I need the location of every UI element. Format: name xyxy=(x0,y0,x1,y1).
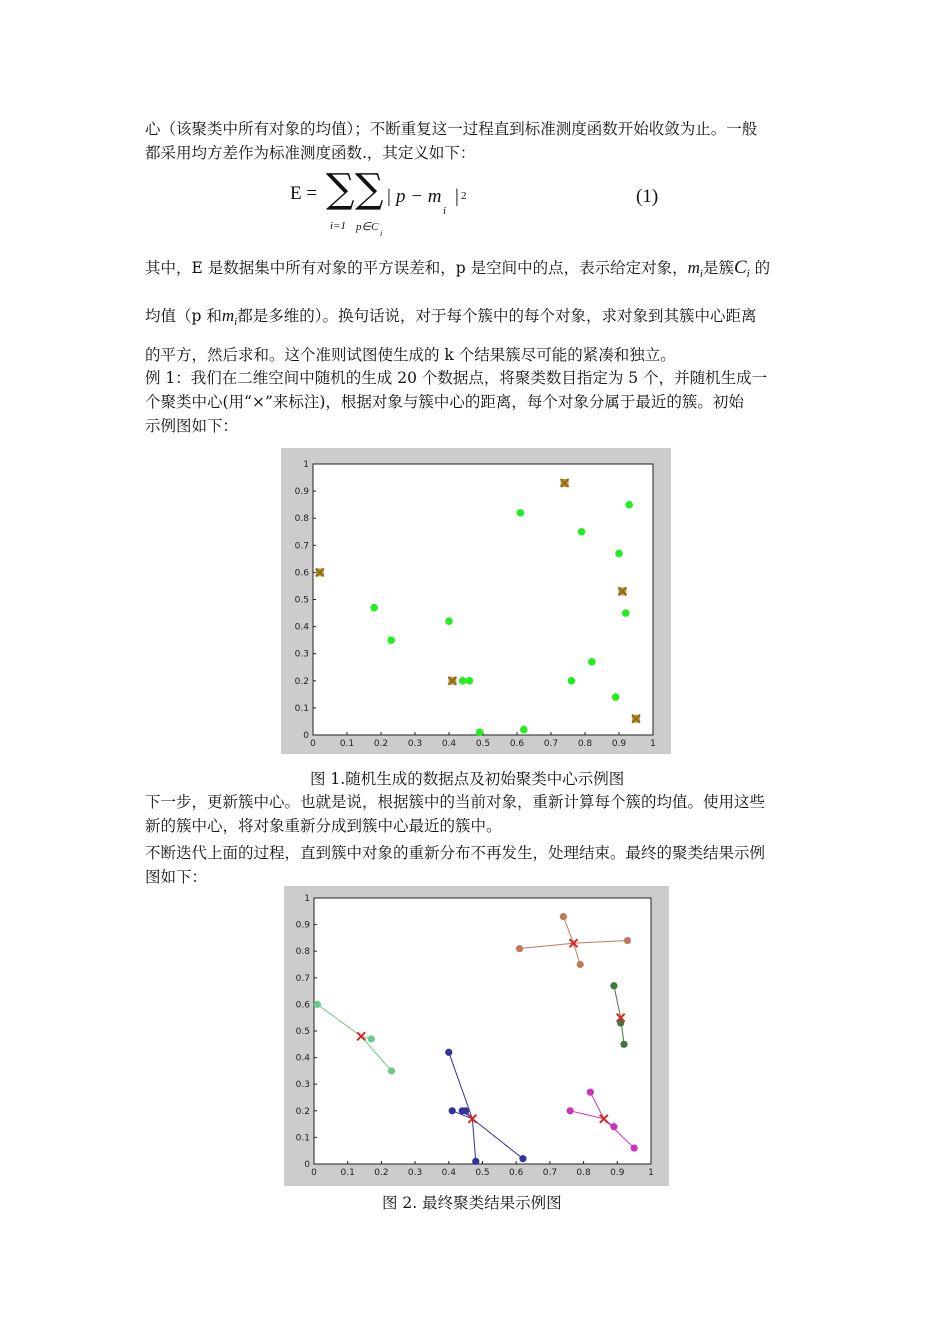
y-tick-label: 0.2 xyxy=(294,676,309,687)
text-line-4 xyxy=(145,304,810,334)
text-line-11: 不断迭代上面的过程，直到簇中对象的重新分布不再发生，处理结束。最终的聚类结果示例 xyxy=(145,844,766,862)
caption-2: 图 2. 最终聚类结果示例图 xyxy=(382,1194,562,1212)
cluster-point xyxy=(445,1049,452,1056)
data-point xyxy=(387,636,395,644)
x-tick-label: 0.1 xyxy=(339,739,355,749)
cluster-point xyxy=(516,945,523,952)
y-tick-label: 0.5 xyxy=(294,595,309,606)
line3-part-a: 其中，E 是数据集中所有对象的平方误差和，p 是空间中的点，表示给定对象， xyxy=(145,259,688,277)
scatter-chart-2 xyxy=(284,886,669,1186)
x-tick-label: 0 xyxy=(311,1168,317,1178)
line3-part-c: 的 xyxy=(749,259,771,277)
y-tick-label: 1 xyxy=(304,894,310,904)
cluster-point xyxy=(567,1107,574,1114)
y-tick-label: 0.5 xyxy=(295,1027,310,1037)
cluster-point xyxy=(314,1001,321,1008)
text-line-6: 例 1：我们在二维空间中随机的生成 20 个数据点，将聚类数目指定为 5 个，并随机生成一 xyxy=(145,369,768,387)
y-tick-label: 1 xyxy=(303,460,309,470)
caption-1: 图 1.随机生成的数据点及初始聚类中心示例图 xyxy=(310,770,625,788)
y-tick-label: 0 xyxy=(303,731,309,741)
math-sub-i: i xyxy=(699,268,703,281)
x-tick-label: 0.8 xyxy=(576,1168,591,1178)
formula-under-2-sub: i xyxy=(380,229,383,238)
text-line-7: 个聚类中心(用“×”来标注)，根据对象与簇中心的距离，每个对象分属于最近的簇。初始 xyxy=(145,393,744,411)
x-tick-label: 0.7 xyxy=(543,739,559,749)
plot-area xyxy=(313,464,653,735)
cluster-point xyxy=(620,1041,627,1048)
cluster-point xyxy=(462,1107,469,1114)
plot-area xyxy=(314,898,651,1164)
cluster-point xyxy=(610,1123,617,1130)
x-tick-label: 1 xyxy=(650,739,656,749)
text-line-12: 图如下： xyxy=(145,868,208,886)
math-sub-i-2: i xyxy=(234,316,238,329)
x-tick-label: 0.3 xyxy=(407,1168,423,1178)
text-line-9: 下一步，更新簇中心。也就是说，根据簇中的当前对象，重新计算每个簇的均值。使用这些 xyxy=(145,793,766,811)
y-tick-label: 0.3 xyxy=(295,1080,310,1091)
y-tick-label: 0.6 xyxy=(295,1000,310,1011)
x-tick-label: 0.1 xyxy=(340,1168,355,1178)
math-m: m xyxy=(687,258,700,277)
formula-number: (1) xyxy=(636,186,659,207)
y-tick-label: 0 xyxy=(304,1160,310,1170)
y-tick-label: 0.9 xyxy=(295,920,310,931)
cluster-point xyxy=(388,1067,395,1074)
x-tick-label: 0.9 xyxy=(611,739,627,749)
sum-symbol-1: ∑ xyxy=(326,166,355,212)
x-tick-label: 0.9 xyxy=(610,1168,625,1178)
y-tick-label: 0.2 xyxy=(295,1106,310,1117)
cluster-point xyxy=(624,937,631,944)
cluster-point xyxy=(472,1158,479,1165)
text-line-5: 的平方，然后求和。这个准则试图使生成的 k 个结果簇尽可能的紧凑和独立。 xyxy=(145,346,676,364)
x-tick-label: 0.2 xyxy=(374,1168,389,1178)
data-point xyxy=(517,509,525,517)
figure-1 xyxy=(281,448,671,754)
y-tick-label: 0.1 xyxy=(294,703,309,714)
x-tick-label: 0.4 xyxy=(441,739,457,749)
y-tick-label: 0.7 xyxy=(295,973,310,984)
x-tick-label: 0.3 xyxy=(407,739,423,749)
math-C: C xyxy=(733,257,747,278)
data-point xyxy=(615,550,623,558)
data-point xyxy=(588,658,596,666)
formula-under-2: p∈C xyxy=(356,221,379,233)
formula-lhs: E = xyxy=(290,183,318,204)
x-tick-label: 0.6 xyxy=(509,1168,524,1178)
x-tick-label: 0 xyxy=(310,739,316,749)
data-point xyxy=(578,528,586,536)
data-point xyxy=(622,609,630,617)
cluster-point xyxy=(610,982,617,989)
text-line-2: 都采用均方差作为标准测度函数.，其定义如下： xyxy=(145,144,476,162)
formula-body: | p − m xyxy=(386,186,442,207)
y-tick-label: 0.8 xyxy=(294,514,309,525)
data-point xyxy=(370,604,378,612)
formula-under-1: i=1 xyxy=(330,220,346,232)
y-tick-label: 0.4 xyxy=(295,1053,310,1064)
formula-sup-2: 2 xyxy=(461,190,467,202)
text-line-8: 示例图如下： xyxy=(145,417,239,435)
data-point xyxy=(459,677,467,685)
x-tick-label: 0.4 xyxy=(441,1168,456,1178)
text-line-10: 新的簇中心，将对象重新分成到簇中心最近的簇中。 xyxy=(145,817,502,835)
data-point xyxy=(612,693,620,701)
y-tick-label: 0.6 xyxy=(294,568,309,579)
x-tick-label: 0.2 xyxy=(373,739,389,749)
formula-sub-i: i xyxy=(443,205,447,217)
x-tick-label: 0.7 xyxy=(542,1168,558,1178)
data-point xyxy=(625,501,633,509)
data-point xyxy=(476,728,484,736)
line4-part-a: 均值（p 和 xyxy=(145,307,222,325)
cluster-point xyxy=(587,1089,594,1096)
y-tick-label: 0.7 xyxy=(294,541,309,552)
data-point xyxy=(466,677,474,685)
x-tick-label: 0.8 xyxy=(577,739,593,749)
cluster-point xyxy=(519,1155,526,1162)
x-tick-label: 1 xyxy=(648,1168,654,1178)
line4-part-b: 都是多维的）。换句话说，对于每个簇中的每个对象，求对象到其簇中心距离 xyxy=(237,307,757,325)
cluster-point xyxy=(449,1107,456,1114)
x-tick-label: 0.6 xyxy=(509,739,525,749)
text-line-1: 心（该聚类中所有对象的均值）；不断重复这一过程直到标准测度函数开始收敛为止。一般 xyxy=(145,120,758,138)
y-tick-label: 0.1 xyxy=(295,1133,310,1144)
x-tick-label: 0.5 xyxy=(475,1168,490,1178)
y-tick-label: 0.9 xyxy=(294,487,309,498)
x-tick-label: 0.5 xyxy=(475,739,491,749)
cluster-point xyxy=(368,1035,375,1042)
sum-symbol-2: ∑ xyxy=(355,166,384,212)
data-point xyxy=(568,677,576,685)
cluster-point xyxy=(577,961,584,968)
line3-part-b: 是簇 xyxy=(702,259,734,277)
data-point xyxy=(445,617,453,625)
formula-abs-close: | xyxy=(455,186,459,207)
text-line-3 xyxy=(145,256,810,286)
data-point xyxy=(520,726,528,734)
y-tick-label: 0.4 xyxy=(294,622,309,633)
math-m-2: m xyxy=(221,306,235,325)
math-sub-ci: i xyxy=(746,268,750,281)
figure-2 xyxy=(284,886,669,1186)
cluster-point xyxy=(560,913,567,920)
y-tick-label: 0.3 xyxy=(294,649,309,660)
cluster-point xyxy=(631,1144,638,1151)
y-tick-label: 0.8 xyxy=(295,947,310,958)
scatter-chart-1 xyxy=(281,448,671,754)
